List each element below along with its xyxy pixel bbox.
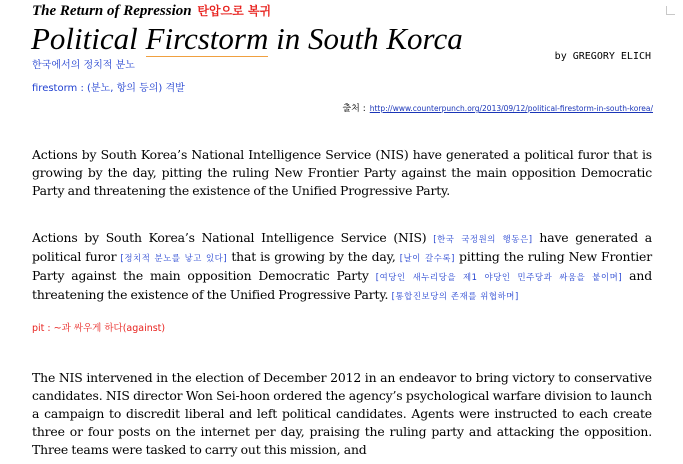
source-line (342, 101, 653, 114)
korean-subtitle: 한국에서의 정치적 분노 (32, 60, 135, 71)
headline-typo: Fircstorm (145, 21, 269, 56)
p2-gloss-3: [날이 갈수록] (399, 253, 455, 263)
p2-gloss-1: [한국 국정원의 행동은] (433, 234, 533, 244)
p2-gloss-5: [통합진보당의 존재를 위협하며] (391, 291, 519, 301)
headline-pre: Political (31, 21, 146, 56)
p2-gloss-4: [여당인 새누리당을 제1 야당인 민주당과 싸움을 붙이며] (375, 272, 623, 282)
headline-post: in South Korca (268, 21, 463, 56)
vocabulary-note-pit: pit : ~과 싸우게 하다(against) (32, 323, 166, 334)
vocabulary-note: firestorm : (분노, 항의 등의) 격발 (32, 83, 185, 94)
p2-gloss-2: [정치적 분노를 낳고 있다] (120, 253, 228, 263)
page-corner-mark (666, 6, 675, 15)
paragraph-2-annotated (32, 229, 652, 305)
p2-segment-5: and threatening the existence of the Unified Progressive Party. (32, 268, 653, 302)
byline: by GREGORY ELICH (554, 51, 651, 62)
source-link[interactable]: http://www.counterpunch.org/2013/09/12/political-firestorm-in-south-korea/ (369, 104, 653, 113)
p2-segment-3: that is growing by the day, (227, 249, 400, 264)
p2-segment-4: pitting the ruling New Frontier Party against the main opposition Democratic Party (32, 249, 652, 283)
paragraph-3: The NIS intervened in the election of December 2012 in an endeavor to bring victory to conservative candidates. NIS director Won Sei-hoon ordered the agency’s psychological warfare division to launch a campaign to discredit liberal and left political candidates. Agents were instructed to each create three or four posts on the internet per day, praising the ruling party and attacking the opposition. Three teams were tasked to carry out this mission, and (32, 370, 652, 457)
kicker (32, 2, 271, 20)
headline (31, 20, 463, 58)
p2-segment-1: Actions by South Korea’s National Intelligence Service (NIS) (32, 230, 434, 245)
kicker-english: The Return of Repression (32, 3, 192, 19)
paragraph-1: Actions by South Korea’s National Intelligence Service (NIS) have generated a political furor that is growing by the day, pitting the ruling New Frontier Party against the main opposition Democratic Party and threatening the existence of the Unified Progressive Party. (32, 147, 652, 198)
source-label: 출처 : (342, 104, 366, 114)
p2-segment-2: have generated a political furor (32, 230, 652, 264)
kicker-korean: 탄압으로 복귀 (197, 4, 272, 18)
